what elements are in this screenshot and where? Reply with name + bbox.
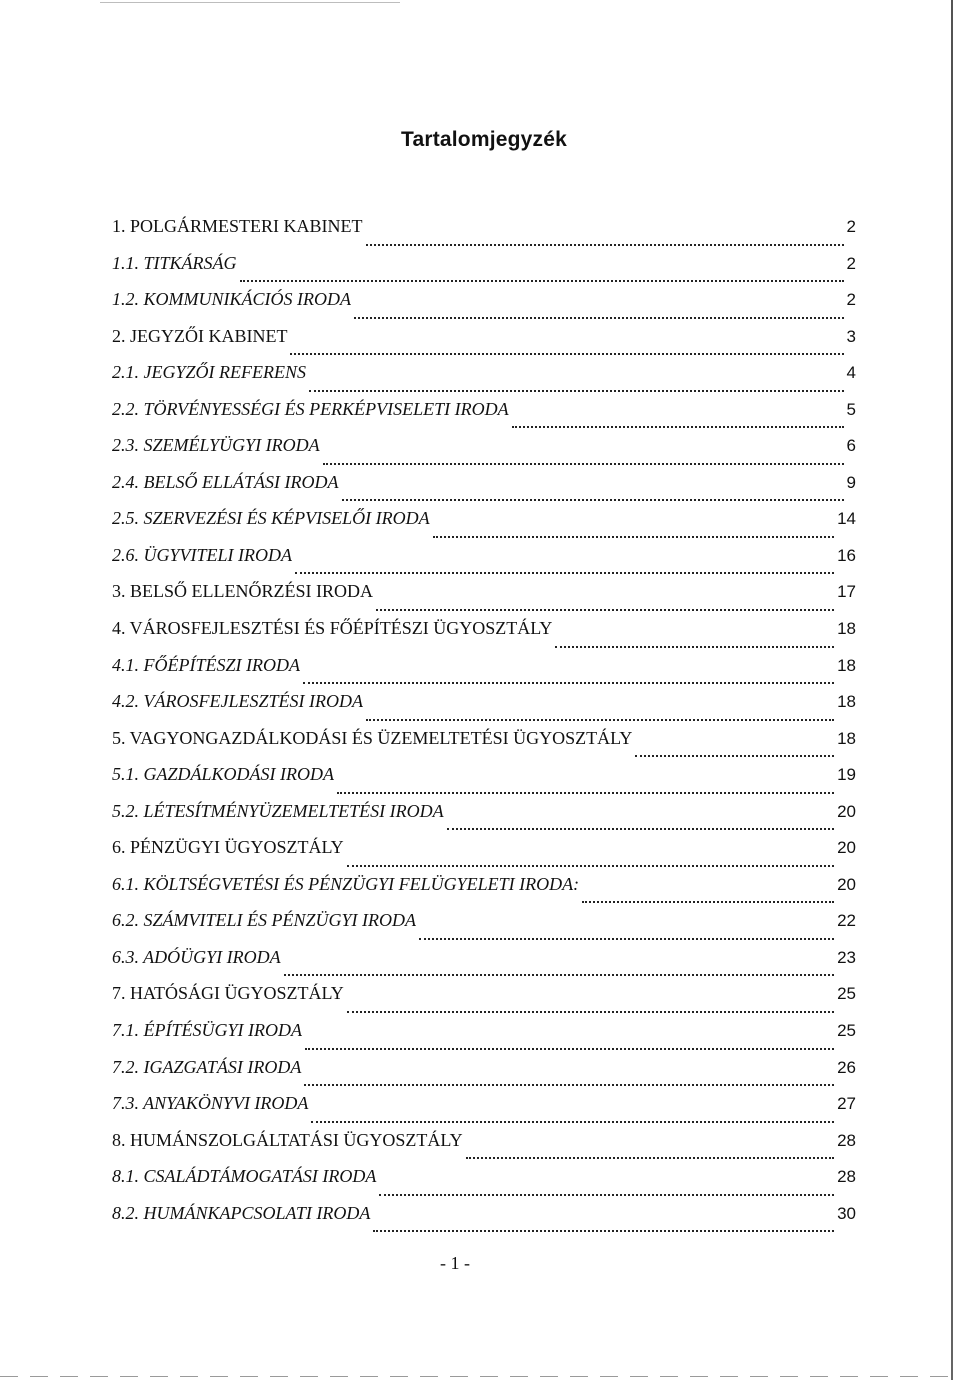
- toc-entry-page: 19: [837, 765, 856, 785]
- toc-entry-page: 28: [837, 1130, 856, 1150]
- toc-entry-page: 2: [846, 290, 856, 310]
- toc-entry[interactable]: [112, 726, 856, 763]
- toc-dot-leader: [347, 865, 834, 867]
- toc-entry[interactable]: [112, 1091, 856, 1128]
- toc-dot-leader: [555, 646, 834, 648]
- toc-entry-page: 23: [837, 947, 856, 967]
- toc-dot-leader: [379, 1194, 834, 1196]
- toc-dot-leader: [512, 426, 844, 428]
- toc-entry[interactable]: [112, 1018, 856, 1055]
- toc-entry-page: 25: [837, 984, 856, 1004]
- toc-entry-label: 5.1. GAZDÁLKODÁSI IRODA: [112, 764, 334, 785]
- toc-entry-label: 2.6. ÜGYVITELI IRODA: [112, 544, 292, 565]
- toc-entry-page: 17: [837, 582, 856, 602]
- toc-entry-page: 25: [837, 1021, 856, 1041]
- toc-entry-label: 5. VAGYONGAZDÁLKODÁSI ÉS ÜZEMELTETÉSI ÜGYOSZTÁLY: [112, 727, 633, 748]
- toc-dot-leader: [419, 938, 834, 940]
- toc-dot-leader: [347, 1011, 834, 1013]
- toc-entry-page: 3: [846, 326, 856, 346]
- toc-entry-label: 4.1. FŐÉPÍTÉSZI IRODA: [112, 654, 300, 675]
- toc-entry-page: 20: [837, 838, 856, 858]
- toc-entry-page: 18: [837, 619, 856, 639]
- toc-entry-label: 8. HUMÁNSZOLGÁLTATÁSI ÜGYOSZTÁLY: [112, 1129, 463, 1150]
- page-number: - 1 -: [440, 1253, 470, 1273]
- toc-entry[interactable]: [112, 506, 856, 543]
- toc-entry[interactable]: [112, 251, 856, 288]
- toc-entry-label: 4. VÁROSFEJLESZTÉSI ÉS FŐÉPÍTÉSZI ÜGYOSZTÁLY: [112, 618, 553, 639]
- toc-dot-leader: [303, 682, 834, 684]
- toc-entry-label: 6. PÉNZÜGYI ÜGYOSZTÁLY: [112, 837, 344, 858]
- toc-title: Tartalomjegyzék: [400, 128, 567, 151]
- toc-dot-leader: [366, 719, 834, 721]
- scan-edge-bottom: [0, 1376, 951, 1377]
- toc-entry[interactable]: [112, 324, 856, 361]
- toc-entry-page: 20: [837, 874, 856, 894]
- toc-entry-label: 7. HATÓSÁGI ÜGYOSZTÁLY: [112, 983, 344, 1004]
- toc-entry[interactable]: [112, 981, 856, 1018]
- toc-entry[interactable]: [112, 762, 856, 799]
- toc-dot-leader: [373, 1230, 834, 1232]
- toc-entry[interactable]: [112, 214, 856, 251]
- toc-entry-label: 1.1. TITKÁRSÁG: [112, 252, 237, 273]
- toc-entry[interactable]: [112, 470, 856, 507]
- toc-entry-label: 7.2. IGAZGATÁSI IRODA: [112, 1056, 302, 1077]
- toc-entry[interactable]: [112, 1055, 856, 1092]
- toc-dot-leader: [354, 317, 844, 319]
- toc-entry-page: 18: [837, 728, 856, 748]
- toc-dot-leader: [240, 280, 844, 282]
- toc-dot-leader: [337, 792, 834, 794]
- toc-entry-label: 1. POLGÁRMESTERI KABINET: [112, 216, 363, 236]
- toc-entry-page: 9: [846, 472, 856, 492]
- toc-dot-leader: [295, 572, 834, 574]
- toc-entry[interactable]: [112, 616, 856, 653]
- toc-dot-leader: [582, 901, 834, 903]
- toc-entry-page: 22: [837, 911, 856, 931]
- scan-edge-top: [100, 2, 400, 3]
- toc-dot-leader: [342, 499, 844, 501]
- toc-entry-label: 3. BELSŐ ELLENŐRZÉSI IRODA: [112, 581, 373, 602]
- toc-entry-page: 2: [846, 217, 856, 236]
- toc-entry[interactable]: [112, 433, 856, 470]
- toc-entry[interactable]: [112, 872, 856, 909]
- toc-dot-leader: [311, 1121, 834, 1123]
- toc-entry-label: 6.1. KÖLTSÉGVETÉSI ÉS PÉNZÜGYI FELÜGYELETI IRODA:: [112, 873, 580, 894]
- toc-entry-page: 4: [846, 363, 856, 383]
- toc-entry[interactable]: [112, 543, 856, 580]
- toc-entry[interactable]: [112, 360, 856, 397]
- toc-entry-page: 26: [837, 1057, 856, 1077]
- toc-entry[interactable]: [112, 1164, 856, 1201]
- toc-dot-leader: [466, 1157, 834, 1159]
- toc-entry-label: 7.3. ANYAKÖNYVI IRODA: [112, 1093, 309, 1114]
- toc-entry-label: 8.1. CSALÁDTÁMOGATÁSI IRODA: [112, 1166, 377, 1187]
- toc-entry-page: 2: [846, 253, 856, 273]
- toc-dot-leader: [376, 609, 834, 611]
- toc-entry[interactable]: [112, 287, 856, 324]
- toc-entry-label: 1.2. KOMMUNIKÁCIÓS IRODA: [112, 289, 351, 310]
- scan-edge-right: [951, 0, 953, 1380]
- toc-entry[interactable]: [112, 689, 856, 726]
- toc-dot-leader: [447, 828, 834, 830]
- toc-entry[interactable]: [112, 799, 856, 836]
- toc-entry-page: 18: [837, 692, 856, 712]
- toc-dot-leader: [366, 244, 844, 246]
- toc-entry[interactable]: [112, 653, 856, 690]
- toc-entry-page: 5: [846, 399, 856, 419]
- toc-entry-label: 2.3. SZEMÉLYÜGYI IRODA: [112, 435, 320, 456]
- toc-dot-leader: [433, 536, 834, 538]
- toc-dot-leader: [323, 463, 844, 465]
- toc-entry-label: 5.2. LÉTESÍTMÉNYÜZEMELTETÉSI IRODA: [112, 800, 444, 821]
- toc-dot-leader: [309, 390, 844, 392]
- toc-entry[interactable]: [112, 1201, 856, 1238]
- toc-entry-page: 6: [846, 436, 856, 456]
- toc-entry[interactable]: [112, 1128, 856, 1165]
- toc-dot-leader: [635, 755, 834, 757]
- toc-entry-page: 18: [837, 655, 856, 675]
- table-of-contents: [112, 214, 856, 1237]
- toc-entry-label: 2.5. SZERVEZÉSI ÉS KÉPVISELŐI IRODA: [112, 508, 430, 529]
- toc-entry-page: 27: [837, 1094, 856, 1114]
- toc-entry-page: 30: [837, 1203, 856, 1223]
- toc-entry[interactable]: [112, 945, 856, 982]
- toc-dot-leader: [305, 1048, 834, 1050]
- toc-entry-label: 2.2. TÖRVÉNYESSÉGI ÉS PERKÉPVISELETI IRODA: [112, 398, 509, 419]
- toc-entry-label: 7.1. ÉPÍTÉSÜGYI IRODA: [112, 1020, 302, 1041]
- toc-entry-page: 28: [837, 1167, 856, 1187]
- toc-entry[interactable]: [112, 579, 856, 616]
- toc-entry-label: 2.4. BELSŐ ELLÁTÁSI IRODA: [112, 471, 339, 492]
- toc-dot-leader: [290, 353, 843, 355]
- toc-entry-label: 6.3. ADÓÜGYI IRODA: [112, 946, 281, 967]
- toc-entry-label: 2. JEGYZŐI KABINET: [112, 325, 288, 346]
- toc-dot-leader: [284, 974, 834, 976]
- toc-entry-page: 20: [837, 801, 856, 821]
- toc-entry-page: 16: [837, 545, 856, 565]
- toc-entry-label: 4.2. VÁROSFEJLESZTÉSI IRODA: [112, 691, 363, 712]
- toc-dot-leader: [304, 1084, 834, 1086]
- toc-entry[interactable]: [112, 908, 856, 945]
- toc-entry[interactable]: [112, 835, 856, 872]
- toc-entry-label: 2.1. JEGYZŐI REFERENS: [112, 362, 306, 383]
- toc-entry-label: 6.2. SZÁMVITELI ÉS PÉNZÜGYI IRODA: [112, 910, 416, 931]
- toc-entry[interactable]: [112, 397, 856, 434]
- toc-entry-label: 8.2. HUMÁNKAPCSOLATI IRODA: [112, 1202, 371, 1223]
- toc-entry-page: 14: [837, 509, 856, 529]
